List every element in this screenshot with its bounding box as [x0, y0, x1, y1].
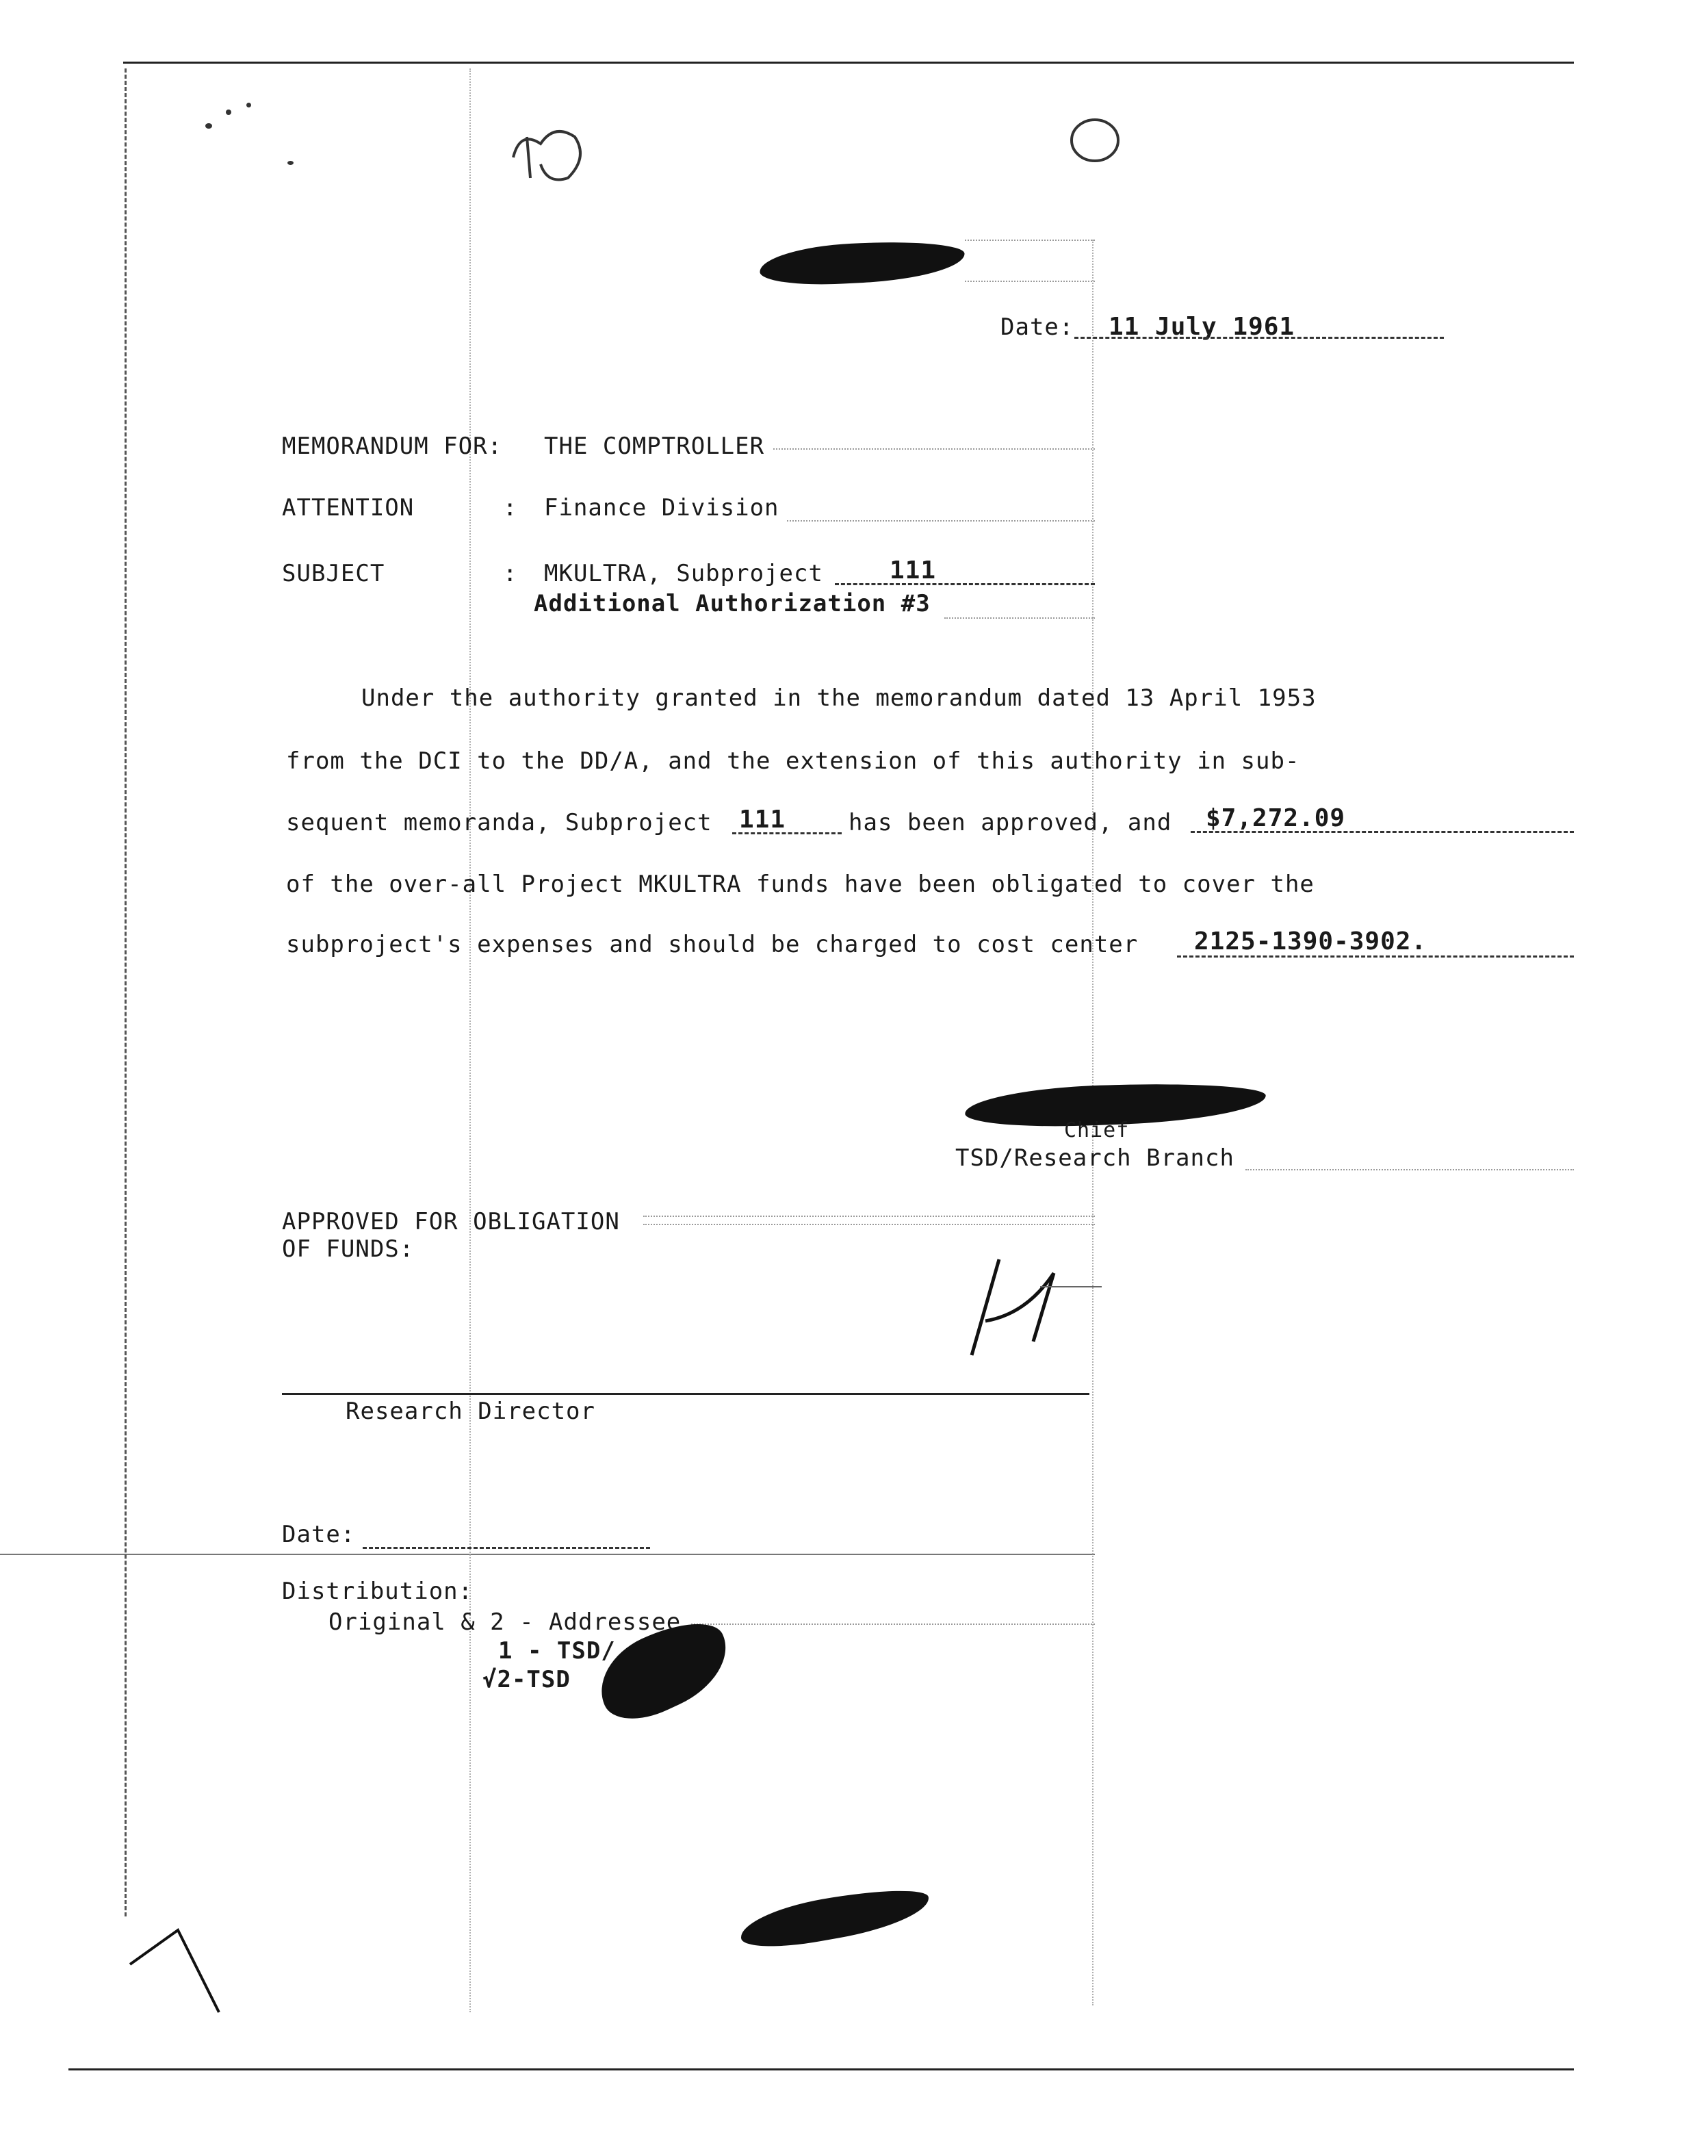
dotted-line: [643, 1216, 1095, 1217]
signature-branch: TSD/Research Branch: [955, 1144, 1234, 1172]
mark-speck: [205, 123, 212, 129]
body-line-5a: subproject's expenses and should be charged to cost center: [286, 931, 1139, 958]
body-amount: $7,272.09: [1206, 804, 1346, 832]
mark-speck: [246, 103, 251, 107]
subject-underline: [835, 583, 1095, 585]
subject-subproject-number: 111: [890, 556, 937, 585]
dotted-line: [773, 448, 1095, 450]
approval-line-1: APPROVED FOR OBLIGATION: [282, 1208, 620, 1235]
body-line-3a: sequent memoranda, Subproject: [286, 809, 712, 836]
body-subproject-number: 111: [739, 806, 786, 834]
attention-label: ATTENTION: [282, 494, 415, 522]
left-margin-line: [125, 68, 127, 1916]
subject-line1: MKULTRA, Subproject: [544, 560, 823, 587]
memorandum-for-label: MEMORANDUM FOR:: [282, 433, 503, 460]
date-value: 11 July 1961: [1109, 313, 1295, 341]
signature-title: Chief: [1064, 1118, 1130, 1142]
attention-value: Finance Division: [544, 494, 779, 522]
approval-date-label: Date:: [282, 1521, 356, 1548]
body-line-3b: has been approved, and: [849, 809, 1172, 836]
mark-speck: [287, 161, 294, 165]
dotted-line: [643, 1224, 1095, 1225]
handwritten-initials: [944, 1246, 1109, 1362]
bottom-border-line: [68, 2068, 1574, 2070]
dotted-line: [787, 520, 1095, 522]
dotted-line: [1245, 1169, 1574, 1170]
director-signature-line: [282, 1393, 1089, 1395]
approval-line-2: OF FUNDS:: [282, 1235, 415, 1263]
body-line-2: from the DCI to the DD/A, and the extension of this authority in sub-: [286, 747, 1300, 775]
approval-date-underline: [363, 1547, 650, 1549]
attention-separator: :: [503, 494, 518, 522]
date-underline: [1074, 337, 1444, 339]
subject-separator: :: [503, 560, 518, 587]
memorandum-for-value: THE COMPTROLLER: [544, 433, 765, 460]
scan-edge-line: [0, 1554, 1095, 1555]
subject-line2: Additional Authorization #3: [534, 590, 931, 617]
handwritten-mark-top: [500, 116, 636, 192]
body-line-4: of the over-all Project MKULTRA funds have been obligated to cover the: [286, 871, 1315, 898]
distribution-label: Distribution:: [282, 1578, 474, 1605]
dotted-line: [965, 281, 1095, 282]
redaction-top: [759, 238, 966, 288]
body-cost-center: 2125-1390-3902.: [1194, 927, 1427, 955]
mark-speck: [226, 110, 231, 115]
redaction-bottom: [737, 1881, 933, 1955]
distribution-line-3: √2-TSD: [482, 1666, 571, 1693]
subproject-underline: [732, 832, 842, 834]
body-line-1: Under the authority granted in the memorandum dated 13 April 1953: [361, 684, 1317, 712]
handwritten-corner-mark: [123, 1923, 233, 2019]
top-border-line: [123, 62, 1574, 64]
amount-underline: [1191, 831, 1574, 833]
approval-signer-title: Research Director: [346, 1398, 595, 1425]
dotted-line: [691, 1624, 1095, 1625]
dotted-line: [965, 240, 1095, 241]
fold-line: [469, 68, 471, 2012]
dotted-line: [944, 617, 1095, 619]
distribution-line-2: 1 - TSD/: [498, 1637, 616, 1665]
date-label: Date:: [1000, 313, 1074, 341]
distribution-line-1: Original & 2 - Addressee: [328, 1608, 682, 1636]
subject-label: SUBJECT: [282, 560, 385, 587]
handwritten-circle-mark: [1061, 110, 1129, 171]
cost-center-underline: [1177, 955, 1574, 958]
